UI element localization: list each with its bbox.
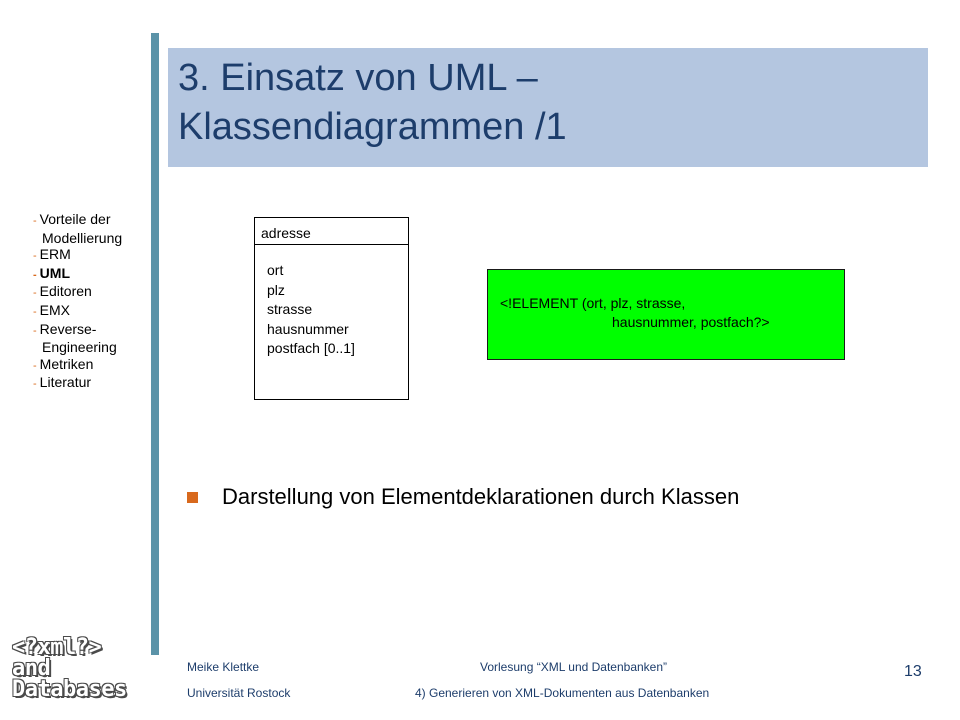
uml-class-box <box>254 217 409 400</box>
nav-item-label: Editoren <box>39 283 92 300</box>
dash-bullet-icon: - <box>33 215 37 227</box>
nav-item-label: Literatur <box>39 374 92 391</box>
nav-item-5 <box>33 321 122 340</box>
dash-bullet-icon: - <box>33 324 37 337</box>
nav-item-label: ERM <box>39 246 71 263</box>
nav-item-label: Modellierung <box>42 229 123 246</box>
nav-item-4 <box>33 302 122 321</box>
uml-class-name: adresse <box>255 218 408 245</box>
title-line-2: Klassendiagrammen /1 <box>178 106 567 148</box>
nav-item-7 <box>33 374 122 393</box>
nav-item-6 <box>33 356 122 375</box>
dash-bullet-icon: - <box>33 287 37 300</box>
dash-bullet-icon: - <box>33 268 37 281</box>
uml-attribute: hausnummer <box>267 320 349 337</box>
logo-line-1: <?xml?> <box>12 635 102 660</box>
nav-item-3 <box>33 283 122 302</box>
nav-item-label: Reverse- <box>39 320 97 337</box>
bullet-text: Darstellung von Elementdeklarationen durch Klassen <box>222 484 740 509</box>
dtd-element-box <box>487 269 845 360</box>
nav-item-label: EMX <box>39 301 71 318</box>
square-bullet-icon <box>187 492 198 503</box>
dtd-line-1: <!ELEMENT (ort, plz, strasse, <box>500 295 686 311</box>
nav-item-label: UML <box>39 264 70 281</box>
dtd-line-2: hausnummer, postfach?> <box>612 314 770 330</box>
vertical-divider-bar <box>151 33 159 655</box>
uml-attribute: strasse <box>267 301 313 317</box>
uml-attribute: ort <box>267 262 284 278</box>
dash-bullet-icon: - <box>33 359 37 372</box>
nav-item-1 <box>33 246 122 265</box>
logo-line-3: Databases <box>12 677 127 702</box>
footer-university: Universität Rostock <box>187 686 291 700</box>
footer-author: Meike Klettke <box>187 660 260 674</box>
nav-item-0 <box>33 211 122 230</box>
xml-databases-logo <box>12 637 127 700</box>
nav-item-2 <box>33 265 122 284</box>
slide-title <box>168 48 928 167</box>
nav-item-label: Engineering <box>42 339 117 356</box>
page-number: 13 <box>904 663 922 680</box>
footer-lecture: Vorlesung “XML und Datenbanken” <box>480 660 668 674</box>
uml-attribute: plz <box>267 281 285 298</box>
sidebar-navigation <box>33 211 122 393</box>
title-line-1: 3. Einsatz von UML – <box>178 57 538 99</box>
dash-bullet-icon: - <box>33 305 37 318</box>
logo-line-2: and <box>12 656 51 681</box>
bullet-point <box>187 484 739 510</box>
uml-attribute-list <box>255 245 408 359</box>
nav-item-label: Vorteile der <box>39 211 111 227</box>
footer-chapter: 4) Generieren von XML-Dokumenten aus Datenbanken <box>415 686 710 700</box>
nav-item-5-cont <box>33 339 122 356</box>
dash-bullet-icon: - <box>33 378 37 391</box>
nav-item-label: Metriken <box>39 355 94 372</box>
nav-item-0-cont <box>33 230 122 247</box>
dash-bullet-icon: - <box>33 250 37 263</box>
uml-attribute: postfach [0..1] <box>267 340 355 356</box>
